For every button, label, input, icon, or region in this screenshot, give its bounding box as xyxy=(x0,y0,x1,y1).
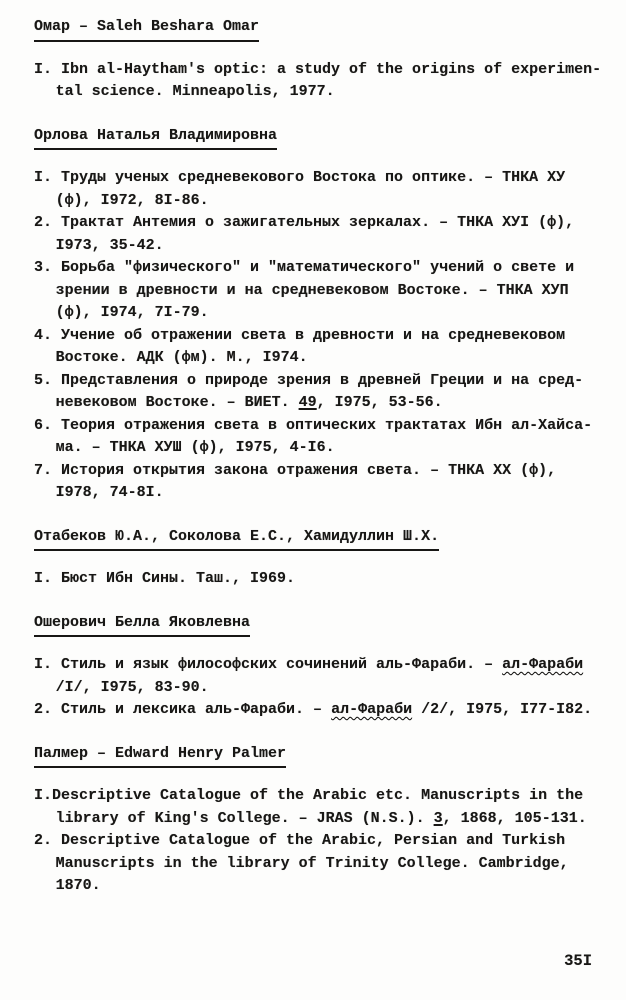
section-header: Ошерович Белла Яковлевна xyxy=(34,612,250,638)
section-header: Омар – Saleh Beshara Omar xyxy=(34,16,259,42)
text-segment: 4. Учение об отражении света в древности и на средневековом xyxy=(34,326,566,344)
entry-line xyxy=(34,257,602,280)
text-segment: (ф), I974, 7I-79. xyxy=(55,304,209,321)
entry-line xyxy=(34,190,602,213)
text-segment: ма. – ТНКА ХУШ (ф), I975, 4-I6. xyxy=(55,439,335,456)
text-segment: I. Стиль и язык философских сочинений аль-Фараби. – xyxy=(34,656,503,673)
underlined-text: 3 xyxy=(433,809,443,827)
section-header: Палмер – Edward Henry Palmer xyxy=(34,743,286,769)
bibliography-sections xyxy=(34,16,602,898)
text-segment: 6. Теория отражения света в оптических трактатах Ибн ал-Хайса- xyxy=(34,416,593,434)
entry-line xyxy=(34,370,602,393)
bibliography-entry xyxy=(34,212,602,257)
entry-line xyxy=(34,392,602,415)
text-segment: I978, 74-8I. xyxy=(55,484,164,501)
bibliography-section xyxy=(34,722,602,898)
entry-line xyxy=(34,325,602,348)
bibliography-section xyxy=(34,591,602,722)
entry-line xyxy=(34,808,602,831)
text-segment: , 1868, 105-131. xyxy=(442,809,587,827)
bibliography-entry xyxy=(34,59,602,104)
entry-line xyxy=(34,347,602,370)
entry-line xyxy=(34,302,602,325)
section-header: Отабеков Ю.А., Соколова Е.С., Хамидуллин Ш.Х. xyxy=(34,526,439,552)
entry-line xyxy=(34,875,602,898)
text-segment: library of King's College. – JRAS (N.S.). xyxy=(55,809,434,827)
entry-line xyxy=(34,437,602,460)
entry-line xyxy=(34,568,602,591)
entry-line xyxy=(34,460,602,483)
bibliography-entry xyxy=(34,785,602,830)
entry-line xyxy=(34,830,602,853)
text-segment: 5. Представления о природе зрения в древней Греции и на сред- xyxy=(34,371,584,389)
bibliography-entry xyxy=(34,167,602,212)
text-segment: I. Ibn al-Haytham's optic: a study of the origins of experimen- xyxy=(34,60,602,78)
text-segment: I973, 35-42. xyxy=(55,236,164,254)
text-segment: 7. История открытия закона отражения света. – ТНКА ХХ (ф), xyxy=(34,461,557,479)
entry-line xyxy=(34,853,602,876)
bibliography-entry xyxy=(34,654,602,699)
bibliography-section xyxy=(34,104,602,505)
text-segment: , I975, 53-56. xyxy=(316,394,443,411)
text-segment: Востоке. АДК (фм). М., I974. xyxy=(55,349,308,366)
entry-line xyxy=(34,212,602,235)
bibliography-entry xyxy=(34,370,602,415)
text-segment: 2. Трактат Антемия о зажигательных зеркалах. – ТНКА ХУI (ф), xyxy=(34,214,575,231)
text-segment: Manuscripts in the library of Trinity College. Cambridge, xyxy=(55,854,569,872)
text-segment: I.Descriptive Catalogue of the Arabic etc. Manuscripts in the xyxy=(34,787,584,804)
text-segment: /I/, I975, 83-90. xyxy=(55,678,209,696)
text-segment: I. Бюст Ибн Сины. Таш., I969. xyxy=(34,570,296,587)
bibliography-entry xyxy=(34,699,602,722)
underlined-text: 49 xyxy=(298,394,317,411)
bibliography-entry xyxy=(34,568,602,591)
text-segment: 2. Descriptive Catalogue of the Arabic, Persian and Turkish xyxy=(34,832,566,849)
bibliography-entry xyxy=(34,325,602,370)
text-segment: tal science. Minneapolis, 1977. xyxy=(55,83,335,100)
text-segment: 1870. xyxy=(55,877,101,894)
entry-line xyxy=(34,81,602,104)
entry-line xyxy=(34,699,602,722)
entry-line xyxy=(34,415,602,438)
bibliography-section xyxy=(34,505,602,591)
text-segment: невековом Востоке. – ВИЕТ. xyxy=(55,394,299,411)
entry-line xyxy=(34,280,602,303)
entry-line xyxy=(34,654,602,677)
section-header: Орлова Наталья Владимировна xyxy=(34,125,277,151)
text-segment: I. Труды ученых средневекового Востока по оптике. – ТНКА ХУ xyxy=(34,169,566,186)
page-number: 35I xyxy=(564,952,592,970)
text-segment: 2. Стиль и лексика аль-Фараби. – xyxy=(34,701,332,718)
text-segment: 3. Борьба "физического" и "математического" учений о свете и xyxy=(34,259,575,276)
entry-line xyxy=(34,167,602,190)
entry-line xyxy=(34,482,602,505)
text-segment: зрении в древности и на средневековом Востоке. – ТНКА ХУП xyxy=(55,281,569,299)
wavy-underlined-text: ал-Фараби xyxy=(331,701,413,718)
text-segment: /2/, I975, I77-I82. xyxy=(412,701,593,718)
entry-line xyxy=(34,677,602,700)
wavy-underlined-text: ал-Фараби xyxy=(502,656,584,673)
bibliography-entry xyxy=(34,460,602,505)
entry-line xyxy=(34,59,602,82)
text-segment: (ф), I972, 8I-86. xyxy=(55,191,209,209)
bibliography-entry xyxy=(34,830,602,898)
bibliography-section xyxy=(34,16,602,104)
entry-line xyxy=(34,235,602,258)
bibliography-entry xyxy=(34,257,602,325)
bibliography-entry xyxy=(34,415,602,460)
entry-line xyxy=(34,785,602,808)
